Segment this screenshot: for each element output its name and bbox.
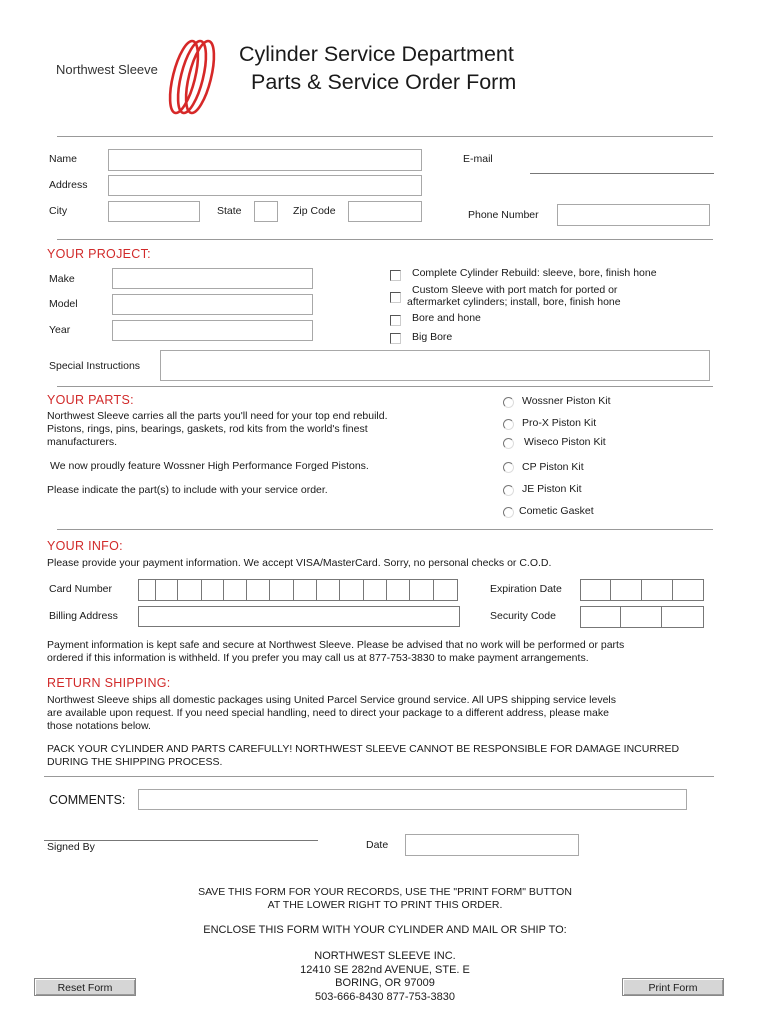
logo-swoosh-icon <box>160 36 220 118</box>
parts-feature: We now proudly feature Wossner High Performance Forged Pistons. <box>50 460 369 472</box>
divider <box>57 136 713 137</box>
date-input[interactable] <box>405 834 579 856</box>
enclose-text: ENCLOSE THIS FORM WITH YOUR CYLINDER AND MAIL OR SHIP TO: <box>203 924 567 936</box>
parts-heading: YOUR PARTS: <box>47 393 134 407</box>
big-bore-checkbox[interactable] <box>390 333 401 344</box>
reset-form-button[interactable]: Reset Form <box>34 978 136 996</box>
print-form-button[interactable]: Print Form <box>622 978 724 996</box>
parts-indicate: Please indicate the part(s) to include with your service order. <box>47 484 328 496</box>
expiration-input[interactable] <box>580 579 704 601</box>
wiseco-label: Wiseco Piston Kit <box>524 436 606 448</box>
make-label: Make <box>49 273 75 285</box>
shipping-heading: RETURN SHIPPING: <box>47 676 171 690</box>
custom-sleeve-checkbox[interactable] <box>390 292 401 303</box>
phone-input[interactable] <box>557 204 710 226</box>
card-number-input[interactable] <box>138 579 458 601</box>
state-input[interactable] <box>254 201 278 222</box>
year-label: Year <box>49 324 71 336</box>
comments-input[interactable] <box>138 789 687 810</box>
project-heading: YOUR PROJECT: <box>47 247 151 261</box>
name-input[interactable] <box>108 149 422 171</box>
state-label: State <box>217 205 242 217</box>
custom-sleeve-option-cont: aftermarket cylinders; install, bore, finish hone <box>407 296 621 308</box>
parts-intro: Northwest Sleeve carries all the parts you'll need for your top end rebuild. Pistons, rings, pins, bearings, gaskets, rod kits from the world's finest manufacturers. <box>47 410 388 448</box>
special-instructions-input[interactable] <box>160 350 710 381</box>
divider <box>57 386 713 387</box>
phone-label: Phone Number <box>468 209 539 221</box>
security-code-label: Security Code <box>490 610 556 622</box>
billing-address-input[interactable] <box>138 606 460 627</box>
big-bore-option: Big Bore <box>412 331 453 343</box>
je-radio[interactable] <box>503 485 514 496</box>
cp-radio[interactable] <box>503 462 514 473</box>
prox-radio[interactable] <box>503 419 514 430</box>
bore-hone-checkbox[interactable] <box>390 315 401 326</box>
card-number-label: Card Number <box>49 583 113 595</box>
date-label: Date <box>366 839 389 851</box>
city-label: City <box>49 205 68 217</box>
wossner-label: Wossner Piston Kit <box>522 395 611 407</box>
model-label: Model <box>49 298 78 310</box>
cp-label: CP Piston Kit <box>522 461 584 473</box>
rebuild-checkbox[interactable] <box>390 270 401 281</box>
signed-by-label: Signed By <box>47 841 95 853</box>
info-heading: YOUR INFO: <box>47 539 123 553</box>
name-label: Name <box>49 153 78 165</box>
page-title: Cylinder Service Department <box>239 42 514 66</box>
cometic-label: Cometic Gasket <box>519 505 594 517</box>
zip-input[interactable] <box>348 201 422 222</box>
make-input[interactable] <box>112 268 313 289</box>
cometic-radio[interactable] <box>503 507 514 518</box>
save-instructions: SAVE THIS FORM FOR YOUR RECORDS, USE THE "PRINT FORM" BUTTON AT THE LOWER RIGHT TO PRINT THIS ORDER. <box>198 886 572 911</box>
je-label: JE Piston Kit <box>522 483 582 495</box>
custom-sleeve-option: Custom Sleeve with port match for ported or <box>412 284 618 296</box>
rebuild-option: Complete Cylinder Rebuild: sleeve, bore, finish hone <box>412 267 657 279</box>
divider <box>44 776 714 777</box>
divider <box>57 529 713 530</box>
year-input[interactable] <box>112 320 313 341</box>
email-input[interactable] <box>530 173 714 174</box>
zip-label: Zip Code <box>293 205 336 217</box>
wossner-radio[interactable] <box>503 397 514 408</box>
wiseco-radio[interactable] <box>503 438 514 449</box>
shipping-warning: PACK YOUR CYLINDER AND PARTS CAREFULLY! NORTHWEST SLEEVE CANNOT BE RESPONSIBLE FOR DAMAGE INCURRED DURING THE SHIPPING PROCESS. <box>47 743 680 768</box>
comments-label: COMMENTS: <box>49 793 126 807</box>
shipping-text: Northwest Sleeve ships all domestic packages using United Parcel Service ground service. All UPS shipping service levels are available upon request. If you need special handling, need to direct your package to a different address, please make those notations below. <box>47 694 617 732</box>
address-input[interactable] <box>108 175 422 196</box>
billing-address-label: Billing Address <box>49 610 118 622</box>
special-instructions-label: Special Instructions <box>49 360 141 372</box>
divider <box>57 239 713 240</box>
payment-text: Please provide your payment information. We accept VISA/MasterCard. Sorry, no personal checks or C.O.D. <box>47 557 552 569</box>
security-code-input[interactable] <box>580 606 704 628</box>
city-input[interactable] <box>108 201 200 222</box>
logo-text: Northwest Sleeve <box>56 62 158 77</box>
prox-label: Pro-X Piston Kit <box>522 417 597 429</box>
email-label: E-mail <box>463 153 493 165</box>
expiration-label: Expiration Date <box>490 583 562 595</box>
mailing-address: NORTHWEST SLEEVE INC. 12410 SE 282nd AVENUE, STE. E BORING, OR 97009 503-666-8430 877-753-3830 <box>300 950 470 1003</box>
model-input[interactable] <box>112 294 313 315</box>
payment-safe-text: Payment information is kept safe and secure at Northwest Sleeve. Please be advised that no work will be performed or parts ordered if this information is withheld. If you prefer you may call us at 877-753-3830 to make payment arrangements. <box>47 639 625 664</box>
bore-hone-option: Bore and hone <box>412 312 481 324</box>
page-subtitle: Parts & Service Order Form <box>251 70 517 94</box>
address-label: Address <box>49 179 88 191</box>
